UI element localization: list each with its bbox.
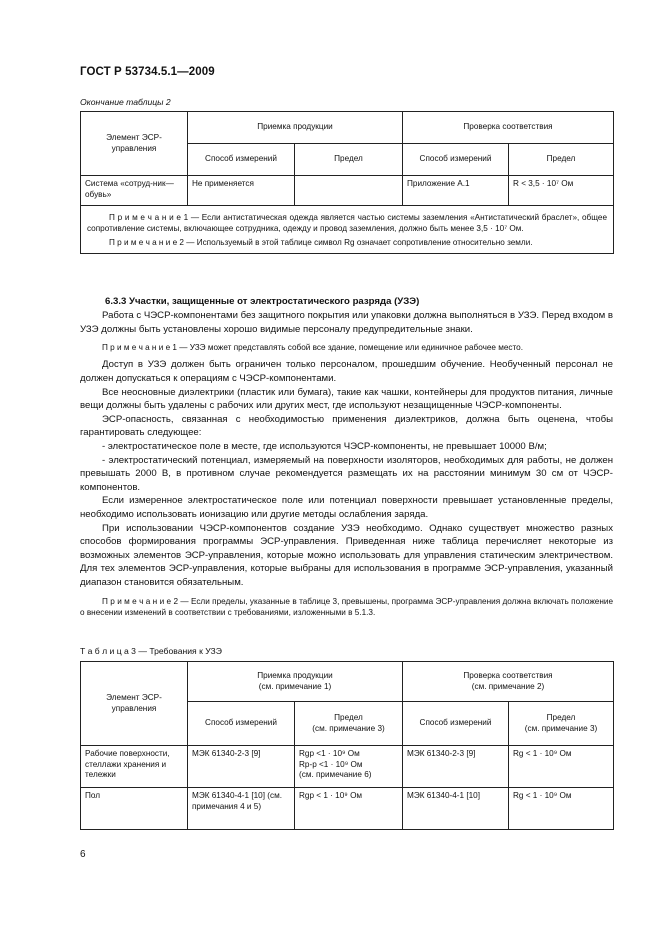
table2-group-acceptance: Приемка продукции — [188, 112, 403, 144]
table3-row-method1: МЭК 61340-2-3 [9] — [188, 746, 295, 788]
table2-row-method1: Не применяется — [188, 176, 295, 206]
table3-row-element: Рабочие поверхности, стеллажи хранения и тележки — [81, 746, 188, 788]
table3-group-acceptance-note: (см. примечание 1) — [258, 681, 332, 691]
limit-line: Rgp <1 · 10⁹ Ом — [299, 749, 360, 758]
table2-col-element: Элемент ЭСР-управления — [81, 112, 188, 176]
table2-note1: П р и м е ч а н и е 1 — Если антистатическая одежда является частью системы заземления «Антистатический браслет», общее сопротивление системы, включающее сотрудника, одежду и провод заземления, должно быть менее 3,5 · 10⁷ Ом. — [87, 213, 607, 234]
table3-sub-limit-note: (см. примечание 3) — [524, 723, 598, 733]
table3-row-element: Пол — [81, 788, 188, 830]
page-number: 6 — [80, 849, 86, 860]
table3-row-limit1 — [295, 746, 403, 788]
table3 — [80, 661, 614, 830]
table3-row-method2: МЭК 61340-4-1 [10] — [403, 788, 509, 830]
table2-row-method2: Приложение А.1 — [403, 176, 509, 206]
table3-group-acceptance-title: Приемка продукции — [257, 670, 333, 680]
table2-row-limit2: R < 3,5 · 10⁷ Ом — [509, 176, 614, 206]
section-body — [80, 309, 613, 618]
limit-line: Rp-p <1 · 10⁹ Ом — [299, 759, 363, 769]
document-header: ГОСТ Р 53734.5.1—2009 — [80, 66, 215, 78]
note-1: П р и м е ч а н и е 1 — УЗЭ может представлять собой все здание, помещение или единичное рабочее место. — [102, 343, 523, 353]
table3-group-acceptance — [188, 662, 403, 702]
table3-sub-method: Способ измерений — [403, 702, 509, 746]
table3-group-conformance — [403, 662, 614, 702]
paragraph: Доступ в УЗЭ должен быть ограничен только персоналом, прошедшим обучение. Необученный персонал не должен допускаться к операциям с ЧЭСР-компонентами. — [80, 359, 613, 384]
table3-sub-limit-note: (см. примечание 3) — [312, 723, 385, 733]
limit-line: (см. примечание 6) — [299, 770, 372, 780]
table3-caption: Т а б л и ц а 3 — Требования к УЗЭ — [80, 646, 222, 656]
table3-sub-limit-title: Предел — [334, 712, 363, 722]
table3-row-limit2: Rg < 1 · 10⁹ Ом — [509, 788, 614, 830]
table3-group-conformance-title: Проверка соответствия — [463, 670, 553, 680]
note-2: П р и м е ч а н и е 2 — Если пределы, указанные в таблице 3, превышены, программа ЭСР-управления должна включать положение о внесении изменений в соответствии с требованиями, изложенными в 5.1.3. — [80, 596, 613, 617]
table3-group-conformance-note: (см. примечание 2) — [471, 681, 545, 691]
table2-note2: П р и м е ч а н и е 2 — Используемый в этой таблице символ Rg означает сопротивление относительно земли. — [109, 238, 533, 248]
paragraph: Если измеренное электростатическое поле или потенциал поверхности превышает установленные пределы, необходимо использовать ионизацию или другие методы ослабления заряда. — [80, 495, 613, 520]
table2-caption: Окончание таблицы 2 — [80, 97, 171, 107]
table3-sub-limit — [295, 702, 403, 746]
paragraph: Работа с ЧЭСР-компонентами без защитного покрытия или упаковки должна выполняться в УЗЭ. Перед входом в УЗЭ должны быть установлены хорошо видимые персоналу предупредительные знаки. — [80, 310, 613, 335]
table3-row-method1: МЭК 61340-4-1 [10] (см. примечания 4 и 5) — [188, 788, 295, 830]
table3-row-limit2: Rg < 1 · 10⁹ Ом — [509, 746, 614, 788]
table2-sub-method: Способ измерений — [188, 144, 295, 176]
table3-sub-limit-title: Предел — [546, 712, 576, 722]
table2-sub-method: Способ измерений — [403, 144, 509, 176]
table2-group-conformance: Проверка соответствия — [403, 112, 614, 144]
paragraph: ЭСР-опасность, связанная с необходимостью применения диэлектриков, должна быть оценена, чтобы гарантировать следующее: — [80, 413, 613, 439]
table3-row-limit1: Rgp < 1 · 10⁹ Ом — [295, 788, 403, 830]
table3-row-method2: МЭК 61340-2-3 [9] — [403, 746, 509, 788]
table2 — [80, 111, 614, 254]
table2-sub-limit: Предел — [295, 144, 403, 176]
paragraph: Все неосновные диэлектрики (пластик или бумага), такие как чашки, контейнеры для продуктов питания, личные вещи должны быть удалены с рабочих или других мест, где используют незащищенные ЧЭСР-компоненты. — [80, 386, 613, 412]
table2-sub-limit: Предел — [509, 144, 614, 176]
table3-sub-limit — [509, 702, 614, 746]
table2-row-limit1 — [295, 176, 403, 206]
section-title: 6.3.3 Участки, защищенные от электростатического разряда (УЗЭ) — [105, 296, 420, 307]
list-item: - электростатический потенциал, измеряемый на поверхности изоляторов, необходимых для работы, не должен превышать 2000 В, в противном случае рекомендуется размещать их на расстоянии минимум 30 см от ЧЭСР-компонентов. — [80, 454, 613, 493]
table2-row-element: Система «сотруд-ник—обувь» — [81, 176, 188, 206]
paragraph: При использовании ЧЭСР-компонентов создание УЗЭ необходимо. Однако существует множество разных способов формирования программы ЭСР-управления. Приведенная ниже таблица перечисляет некоторые из возможных элементов ЭСР-управления, которые можно использовать для управления статическим электричеством. Для тех элементов ЭСР-управления, которые выбраны для использования в программе ЭСР-управления, указанный диапазон становится обязательным. — [80, 522, 613, 589]
list-item: - электростатическое поле в месте, где используются ЧЭСР-компоненты, не превышает 10000 В/м; — [102, 440, 547, 452]
table3-sub-method: Способ измерений — [188, 702, 295, 746]
table3-col-element: Элемент ЭСР-управления — [81, 662, 188, 746]
